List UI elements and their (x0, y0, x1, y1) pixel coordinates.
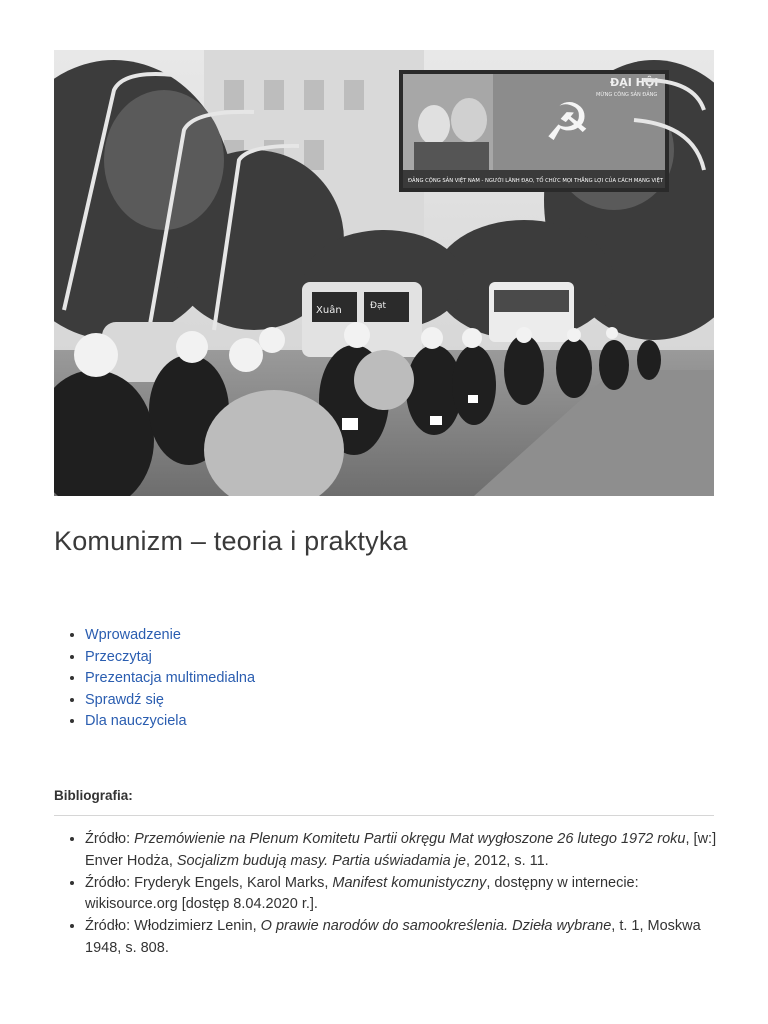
divider (54, 815, 714, 816)
svg-text:MỪNG CÔNG SẢN ĐẢNG: MỪNG CÔNG SẢN ĐẢNG (596, 92, 658, 98)
toc-link-wprowadzenie[interactable]: Wprowadzenie (85, 627, 181, 643)
bibliography-item (85, 873, 725, 917)
bibliography-title: Socjalizm budują masy. Partia uświadamia je (176, 852, 466, 869)
bibliography-text: , [w:] Enver Hodża, (85, 831, 717, 869)
toc-item (85, 668, 255, 690)
toc-item (85, 690, 255, 712)
svg-text:ĐẢNG CỘNG SẢN VIỆT NAM - NGƯỜI: ĐẢNG CỘNG SẢN VIỆT NAM - NGƯỜI LÃNH ĐẠO, TỔ CHỨC MỌI THẮNG LỢI CỦA CÁCH MẠNG VIỆT (408, 178, 664, 184)
svg-text:ĐẠI HỘI: ĐẠI HỘI (610, 76, 659, 89)
table-of-contents (54, 625, 255, 733)
hero-photo (54, 50, 714, 496)
bibliography-item (85, 916, 725, 960)
bibliography-title: O prawie narodów do samookreślenia. Dzieła wybrane (260, 918, 612, 935)
bibliography-list (54, 829, 725, 960)
bibliography-text: , t. 1, Moskwa 1948, s. 808. (85, 918, 701, 956)
toc-item (85, 647, 255, 669)
svg-text:Đạt: Đạt (370, 301, 387, 311)
bibliography-title: Przemówienie na Plenum Komitetu Partii okręgu Mat wygłoszone 26 lutego 1972 roku (134, 831, 686, 847)
toc-item (85, 625, 255, 647)
bibliography-text: Źródło: Włodzimierz Lenin, (85, 918, 261, 935)
bibliography-title: Manifest komunistyczny (332, 874, 487, 891)
hero-image (54, 50, 714, 496)
hammer-sickle-icon: ☭ (544, 93, 591, 153)
bibliography-heading: Bibliografia: (54, 788, 133, 803)
toc-link-prezentacja[interactable]: Prezentacja multimedialna (85, 670, 256, 687)
toc-link-sprawdz-sie[interactable]: Sprawdź się (85, 691, 164, 708)
page-title: Komunizm – teoria i praktyka (54, 526, 408, 556)
bibliography-text: Źródło: Fryderyk Engels, Karol Marks, (85, 874, 333, 891)
toc-item (85, 711, 255, 733)
toc-link-przeczytaj[interactable]: Przeczytaj (85, 648, 152, 665)
bibliography-item (85, 829, 725, 873)
bibliography-text: , dostępny w internecie: wikisource.org [dostęp 8.04.2020 r.]. (85, 874, 639, 913)
bibliography-text: Źródło: (85, 831, 135, 847)
bibliography-text: , 2012, s. 11. (465, 852, 549, 869)
svg-text:Xuân: Xuân (316, 305, 342, 316)
toc-link-dla-nauczyciela[interactable]: Dla nauczyciela (85, 713, 187, 730)
